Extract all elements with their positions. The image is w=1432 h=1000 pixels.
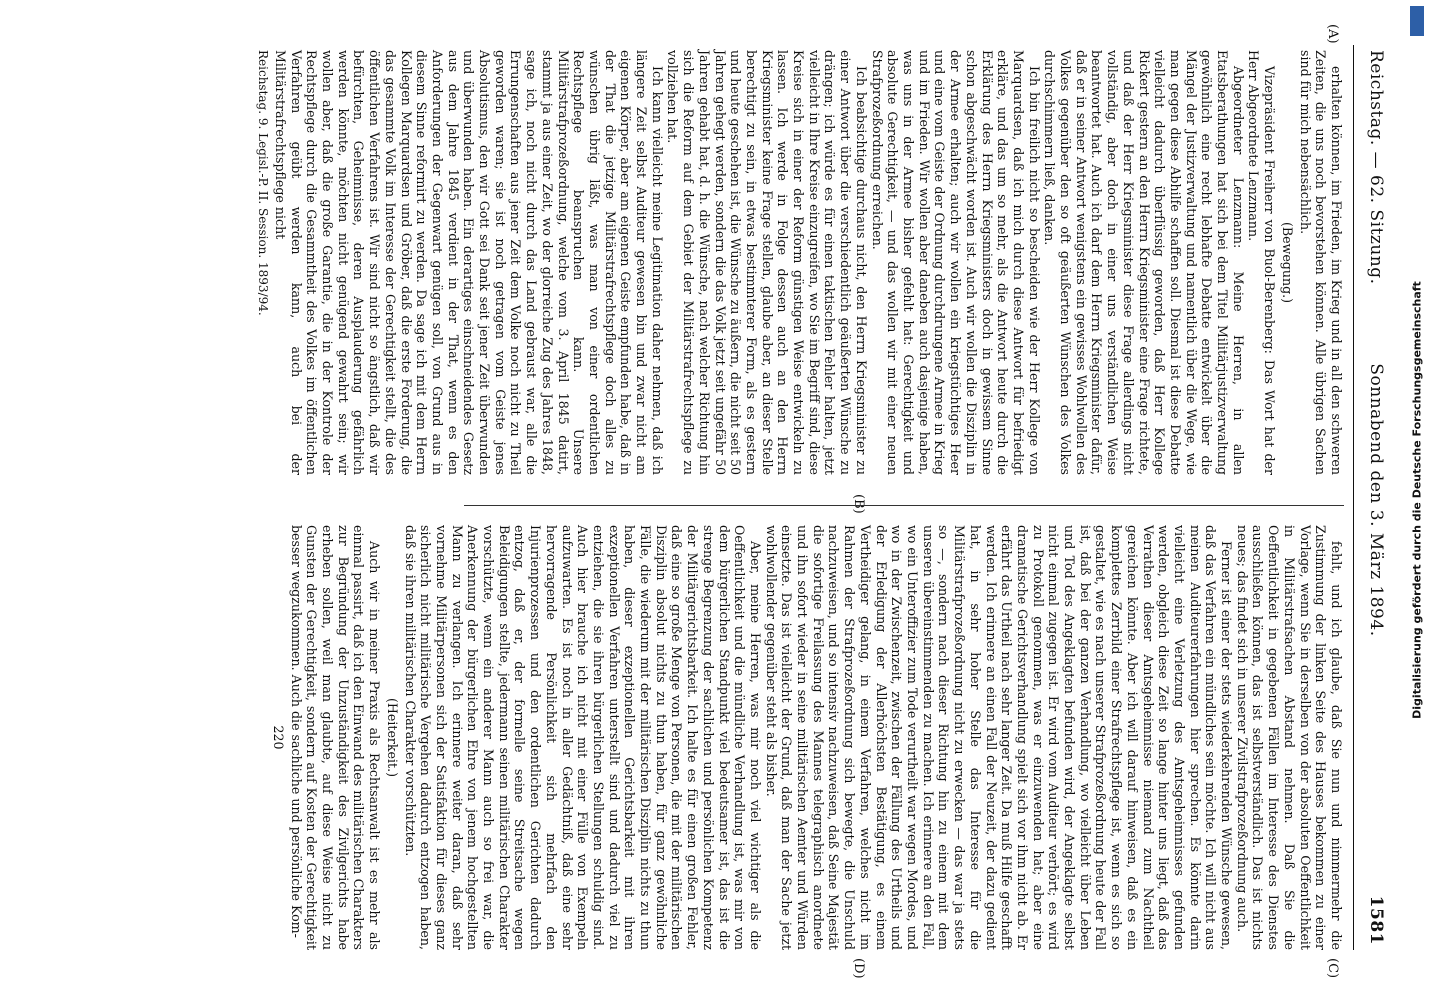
- paragraph: Ich kann vielleicht meine Legitimation daher nehmen, daß ich längere Zeit selbst Auditeur gewesen bin und zwar nicht am eigenen Körper, aber am eigenen Geiste empfunden habe, daß in der That die jetzige Militärstrafrechtspflege doch alles zu wünschen übrig läßt, was man von einer ordentlichen Rechtspflege beanspruchen kann. Unsere Militärstrafprozeßordnung, welche vom 3. April 1845 datirt, stammt ja aus einer Zeit, wo der glorreiche Zug des Jahres 1848, sage ich, noch nicht durch das Land gebraust war, alle die Errungenschaften aus jener Zeit dem Volke noch nicht zu Theil geworden waren; sie ist noch getragen vom Geiste jenes Absolutismus, den wir Gott sei Dank seit jener Zeit überwunden und überwunden haben. Ein derartiges einschneidendes Gesetz aus dem Jahre 1845 verdient in der That, wenn es den Anforderungen der Gegenwart genügen soll, von Grund aus in diesem Sinne reformirt zu werden. Da sage ich mit dem Herrn Kollegen Marquardsen und Gröber, daß die erste Forderung, die das gesammte Volk im Interesse der Gerechtigkeit stellt, die des öffentlichen Verfahrens ist. Wir sind nicht so ängstlich, daß wir befürchten, Geheimnisse, deren Ausplauderung gefährlich werden könnte, möchten nicht genügend gewahrt sein; wir wollen aber, daß die große Garantie, die in der Kontrole der Rechtspflege durch die Gesammtheit des Volkes im öffentlichen Verfahren geübt werden kann, auch bei der Militärstrafrechtspflege nicht: [272, 50, 665, 475]
- page-number: 1581: [1366, 895, 1386, 945]
- dfg-watermark: [1404, 0, 1430, 1000]
- sheet-signature: 220: [270, 725, 286, 750]
- right-column: [270, 525, 1344, 950]
- paragraph: Auch wir in meiner Praxis als Rechtsanwalt ist es mehr als einmal passirt, daß ich den Einwand des militärischen Charakters zur Begründung der Unzuständigkeit des Zivilgerichts habe erheben sollen, weil man glaubte, auf diese Weise nicht zu Gunsten der Gerechtigkeit, sondern auf Kosten der Gerechtigkeit besser wegzukommen. Auch die sachliche und persönliche Kom-: [288, 525, 383, 950]
- column-divider: [464, 505, 1344, 506]
- stage-direction: (Heiterkeit.): [384, 698, 400, 777]
- stage-direction: (Bewegung.): [1279, 221, 1295, 304]
- paragraph: erhalten können, im Frieden, im Krieg und in all den schweren Zeiten, die uns noch bevorstehen können. Alle übrigen Sachen sind für mich nebensächlich.: [1297, 50, 1344, 475]
- dfg-credit-text: Digitalisierung gefördert durch die Deutsche Forschungsgemeinschaft: [1410, 281, 1424, 719]
- left-column: [256, 50, 1344, 475]
- margin-mark-c: (C): [1325, 958, 1340, 979]
- paragraph: fehlt, und ich glaube, daß Sie nun und nimmermehr die Zustimmung der linken Seite des Hauses bekommen zu einer Vorlage, wenn Sie in derselben von der absoluten Oeffentlichkeit in Militärstrafsachen Abstand nehmen. Daß Sie die Oeffentlichkeit in gegebenen Fällen im Interesse des Dienstes ausschließen können, das ist selbstverständlich. Das ist nichts neues; das findet sich in unserer Zivilstrafprozeßordnung auch.: [1234, 525, 1344, 950]
- running-header: [1356, 20, 1386, 980]
- margin-mark-d: (D): [851, 958, 866, 979]
- header-left: Reichstag. — 62. Sitzung.: [1366, 50, 1386, 285]
- header-center: Sonnabend den 3. März 1894.: [1366, 363, 1386, 637]
- header-rule: [1353, 45, 1354, 950]
- paragraph: Abgeordneter Lenzmann: Meine Herren, in allen Etatsberathungen hat sich bei dem Titel Militärjustizverwaltung gewöhnlich eine recht lebhafte Debatte entwickelt über die Mängel der Justizverwaltung und namentlich über die Wege, wie man gegen diese Abhilfe schaffen soll. Diesmal ist diese Debatte vielleicht dadurch überflüssig geworden, daß Herr Kollege Rickert gestern an den Herrn Kriegsminister eine Frage richtete, und daß der Herr Kriegsminister diese Frage allerdings nicht vollständig, aber doch in einer uns verständlichen Weise beantwortet hat. Auch ich darf dem Herrn Kriegsminister dafür, daß er in seiner Antwort wenigstens ein gewisses Wohlwollen des Volkes gegenüber den so oft geäußerten Wünschen des Volkes durchschimmern ließ, danken.: [1042, 50, 1246, 475]
- paragraph: Vizepräsident Freiherr von Buol-Berenberg: Das Wort hat der Herr Abgeordnete Lenzmann.: [1246, 50, 1278, 475]
- dfg-logo: [1410, 6, 1424, 36]
- paragraph: Ich beabsichtige durchaus nicht, den Herrn Kriegsminister zu einer Antwort über die verschiedentlich geäußerten Wünsche zu drängen; ich würde es für einen taktischen Fehler halten, jetzt vielleicht in Ihre Kreise einzugreifen, wo Sie im Begriff sind, diese Kreise sich in einer der Reform günstigen Weise entwickeln zu lassen. Ich werde in Folge dessen auch an den Herrn Kriegsminister keine Frage stellen, glaube aber, an dieser Stelle berechtigt zu sein, in etwas bestimmterer Form, als es gestern und heute geschehen ist, die Wünsche zu äußern, die nicht seit 50 Jahren gehegt werden, sondern die das Volk jetzt seit ungefähr 50 Jahren gehabt hat, d. h. die Wünsche, nach welcher Richtung hin sich die Reform auf dem Gebiet der Militärstrafrechtspflege zu vollziehen hat.: [665, 50, 869, 475]
- page-footer: Reichstag. 9. Legisl.-P. II. Session. 1893/94.: [256, 50, 271, 316]
- margin-mark-a: (A): [1325, 24, 1340, 44]
- paragraph: Ich bin freilich nicht so bescheiden wie der Herr Kollege von Marquardsen, daß ich mich durch diese Antwort für befriedigt erkläre, und das um so mehr, als die Antwort heute durch die Erklärung des Herrn Kriegsministers doch in gewissem Sinne schon abgeschwächt worden ist. Auch wir wollen die Disziplin in der Armee erhalten; auch wir wollen ein kriegstüchtiges Heer und eine vom Geiste der Ordnung durchdrungene Armee in Krieg und im Frieden. Wir wollen aber daneben auch dasjenige haben, was uns in der Armee bisher gefehlt hat: Gerechtigkeit und absolute Gerechtigkeit, — und das wollen wir mit einer neuen Strafprozeßordnung erreichen.: [869, 50, 1042, 475]
- paragraph: Ferner ist einer der stets wiederkehrenden Wünsche gewesen, daß das Verfahren ein mündliches sein möchte. Ich will nicht aus meinen Auditeurerfahrungen hier sprechen. Es könnte darin vielleicht eine Verletzung des Amtsgeheimnisses gefunden werden, obgleich diese Zeit so lange hinter uns liegt, daß das Verrathen dieser Amtsgeheimnisse niemand zum Nachtheil gereichen könnte. Aber ich will darauf hinweisen, daß es ein komplettes Zerrbild einer Strafrechtspflege ist, wenn es sich so gestaltet, wie es nach unserer Strafprozeßordnung heute der Fall ist, daß bei der ganzen Verhandlung, wo vielleicht über Leben und Tod des Angeklagten befunden wird, der Angeklagte selbst nicht einmal zugegen ist. Er wird vom Auditeur verhört; es wird zu Protokoll genommen, was er einzuwenden hat; aber eine dramatische Gerichtsverhandlung spielt sich vor ihm nicht ab. Er erfährt das Urtheil nach sehr langer Zeit. Da muß Hilfe geschafft werden. Ich erinnere an einen Fall der Neuzeit, der dazu gedient hat, in sehr hoher Stelle das Interesse für die Militärstrafprozeßordnung nicht zu erwecken — das war ja stets so —, sondern nach dieser Richtung hin zu einem mit dem unseren übereinstimmenden zu machen. Ich erinnere an den Fall, wo ein Unteroffizier zum Tode verurtheilt war wegen Mordes, und wo in der Zwischenzeit, zwischen der Fällung des Urtheils und der Erledigung der Allerhöchsten Bestätigung, es einem Vertheidiger gelang, in einem Verfahren, welches nicht im Rahmen der Strafprozeßordnung sich bewegte, die Unschuld nachzuweisen, und so intensiv nachzuweisen, daß Seine Majestät die sofortige Freilassung des Mannes telegraphisch anordnete und ihn sofort wieder in seine militärischen Aemter und Würden einsetzte. Das ist vielleicht der Grund, daß man der Sache jetzt wohlwollender gegenüber steht als bisher.: [763, 525, 1235, 950]
- rotated-page-content: [26, 20, 1406, 980]
- margin-mark-b: (B): [851, 494, 866, 514]
- paragraph: Aber, meine Herren, was mir noch viel wichtiger als die Oeffentlichkeit und die mündliche Verhandlung ist, was mir von dem bürgerlichen Standpunkt viel bedeutsamer ist, das ist die strenge Begrenzung der sachlichen und persönlichen Kompetenz der Militärgerichtsbarkeit. Ich halte es für einen großen Fehler, daß eine so große Menge von Personen, die mit der militärischen Disziplin absolut nichts zu thun haben, für ganz gewöhnliche Fälle, die wiederum mit der militärischen Disziplin nichts zu thun haben, dieser exzeptionellen Gerichtsbarkeit mit ihren exzeptionellen Verfahren unterstellt sind und dadurch viel zu entziehen, die sie ihren bürgerlichen Stellungen schuldig sind. Auch hier brauche ich nicht mit einer Fülle von Exempeln aufzuwarten. Es ist noch in aller Gedächtniß, daß eine sehr hervorragende Persönlichkeit sich mehrfach den Injurienprozessen und den ordentlichen Gerichten dadurch entzog, daß er, der formelle seine Streitsache wegen Beleidigungen stellte, jedermann seinen militärischen Charakter vorschützte, wenn ein anderer Mann auch so frei war, die Anerkennung der bürgerlichen Ehre von jenem hochgestellten Mann zu verlangen. Ich erinnere weiter daran, daß sehr vornehme Militärpersonen sich der Satisfaktion für dieses ganz sicherlich nicht militärische Vergehen dadurch entzogen haben, daß sie ihren militärischen Charakter vorschützten.: [402, 525, 763, 950]
